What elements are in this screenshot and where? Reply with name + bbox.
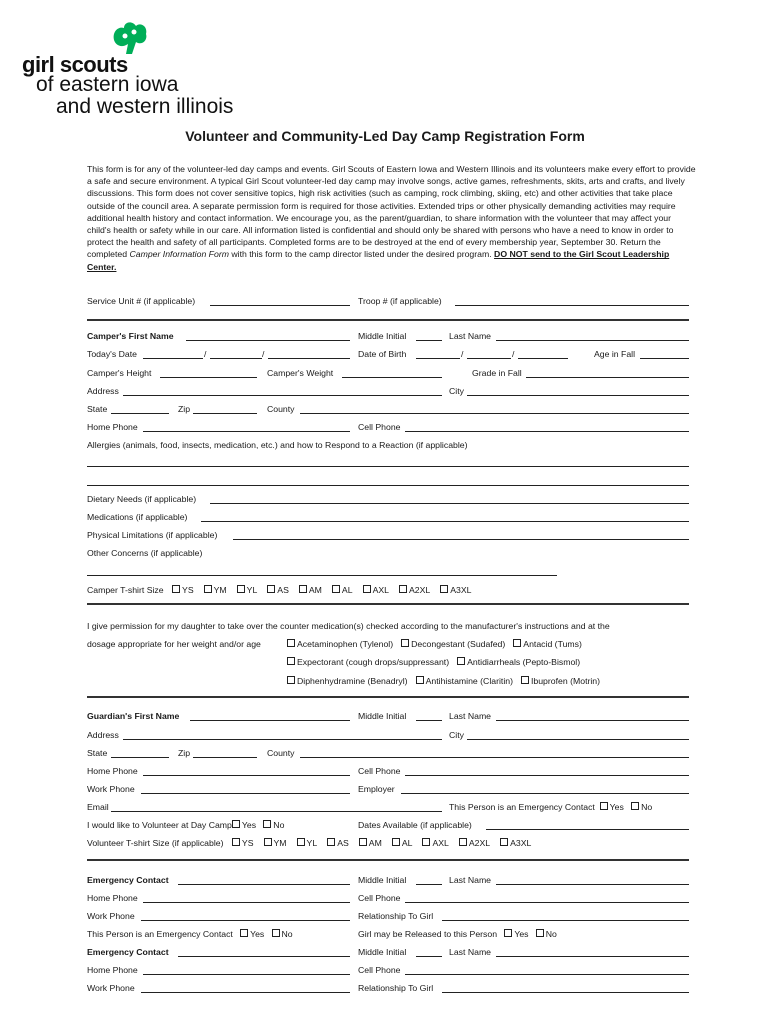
guardian-state-label: State	[87, 748, 108, 758]
guardian-zip-field[interactable]	[193, 757, 257, 758]
trefoil-icon	[110, 20, 150, 56]
yes-label: Yes	[609, 802, 624, 812]
date-of-birth-label: Date of Birth	[358, 349, 407, 359]
camper-last-name-field[interactable]	[496, 340, 689, 341]
divider	[87, 696, 689, 698]
checkbox[interactable]	[359, 838, 367, 846]
checkbox[interactable]	[287, 676, 295, 684]
volunteer-label: I would like to Volunteer at Day Camp	[87, 820, 232, 830]
ec2-cell-phone-field[interactable]	[405, 974, 689, 975]
checkbox[interactable]	[401, 639, 409, 647]
todays-date-month[interactable]	[143, 358, 203, 359]
option-label: YS	[182, 585, 194, 595]
checkbox[interactable]	[264, 838, 272, 846]
guardian-emergency-contact-question	[449, 802, 652, 813]
option-label: Antacid (Tums)	[523, 639, 582, 649]
divider	[87, 603, 689, 605]
medications-field[interactable]	[201, 521, 689, 522]
campers-weight-label: Camper's Weight	[267, 368, 334, 378]
no-label: No	[273, 820, 285, 830]
checkbox[interactable]	[332, 585, 340, 593]
date-slash: /	[512, 349, 515, 359]
guardian-work-phone-label: Work Phone	[87, 784, 135, 794]
ec1-cell-phone-label: Cell Phone	[358, 893, 401, 903]
checkbox[interactable]	[457, 657, 465, 665]
allergies-line-1[interactable]	[87, 466, 689, 467]
guardian-home-phone-label: Home Phone	[87, 766, 138, 776]
date-slash: /	[262, 349, 265, 359]
ec2-last-name-label: Last Name	[449, 947, 492, 957]
option	[392, 838, 413, 848]
option-label: YL	[306, 838, 318, 848]
medications-label: Medications (if applicable)	[87, 512, 188, 522]
age-in-fall-field[interactable]	[640, 358, 689, 359]
checkbox[interactable]	[287, 639, 295, 647]
option-label: A3XL	[450, 585, 472, 595]
option-label: A3XL	[510, 838, 532, 848]
option	[440, 585, 471, 595]
ec1-work-phone-field[interactable]	[141, 920, 350, 921]
option-label: A2XL	[468, 838, 491, 848]
grade-in-fall-label: Grade in Fall	[472, 368, 522, 378]
intro-text: This form is for any of the volunteer-led day camps and events. Girl Scouts of Eastern Iowa and Western Illinois and its volunteers make every effort to provide a safe and secure environment. A typical Girl Scout volunteer-led day camp may involve songs, active games, refreshments, skits, arts and crafts, and lively discussions. This form does not cover sensitive topics, high risk activities (such as camping, rock climbing, skiing, etc) and other activities that take place outside of the council area. A separate permission form is required for those activities. Extended trips or other physically demanding activities may require additional health history and contact information. We encourage you, as the parent/guardian, to share information with the volunteer that may affect your child's health or safety while in our care. All information listed is confidential and should only be shared with persons who have a need to know in order to protect the health and safety of all participants. Completed forms are to be destroyed at the end of every membership year, September 30. Return the completed	[87, 164, 696, 260]
ec2-relationship-field[interactable]	[442, 992, 689, 993]
state-field[interactable]	[111, 413, 169, 414]
checkbox[interactable]	[237, 585, 245, 593]
ec2-cell-phone-label: Cell Phone	[358, 965, 401, 975]
guardian-county-label: County	[267, 748, 295, 758]
divider	[87, 859, 689, 861]
option	[416, 676, 513, 686]
option	[332, 585, 353, 595]
campers-height-label: Camper's Height	[87, 368, 152, 378]
checkbox[interactable]	[536, 929, 544, 937]
volunteer-tshirt-label: Volunteer T-shirt Size (if applicable)	[87, 838, 224, 848]
option-label: Expectorant (cough drops/suppressant)	[297, 657, 450, 667]
age-in-fall-label: Age in Fall	[594, 349, 636, 359]
ec2-last-name-field[interactable]	[496, 956, 689, 957]
email-label: Email	[87, 802, 109, 812]
service-unit-label: Service Unit # (if applicable)	[87, 296, 196, 306]
troop-label: Troop # (if applicable)	[358, 296, 442, 306]
cell-phone-field[interactable]	[405, 431, 689, 432]
zip-field[interactable]	[193, 413, 257, 414]
emergency-contact-2-field[interactable]	[178, 956, 350, 957]
option-label: AL	[401, 838, 413, 848]
logo-line-1: girl scouts	[22, 52, 128, 77]
option	[500, 838, 531, 848]
option	[521, 676, 600, 686]
service-unit-field[interactable]	[210, 305, 350, 306]
ec1-relationship-label: Relationship To Girl	[358, 911, 434, 921]
checkbox[interactable]	[500, 838, 508, 846]
guardians-first-name-label: Guardian's First Name	[87, 711, 180, 721]
checkbox[interactable]	[204, 585, 212, 593]
cell-phone-label: Cell Phone	[358, 422, 401, 432]
ec1-cell-phone-field[interactable]	[405, 902, 689, 903]
campers-first-name-label: Camper's First Name	[87, 331, 174, 341]
date-slash: /	[204, 349, 207, 359]
checkbox[interactable]	[459, 838, 467, 846]
checkbox[interactable]	[267, 585, 275, 593]
option-label: AM	[368, 838, 382, 848]
emergency-contact-2-label: Emergency Contact	[87, 947, 169, 957]
option	[287, 676, 408, 686]
option	[267, 585, 289, 595]
guardian-home-phone-field[interactable]	[143, 775, 350, 776]
intro-warning: DO NOT send to the Girl Scout Leadership Center.	[87, 249, 670, 272]
emergency-contact-1-label: Emergency Contact	[87, 875, 169, 885]
medication-row-3	[287, 676, 600, 687]
medication-row-2	[287, 657, 580, 668]
checkbox[interactable]	[600, 802, 608, 810]
camper-middle-initial-field[interactable]	[416, 340, 442, 341]
option	[359, 838, 382, 848]
option-label: Diphenhydramine (Benadryl)	[297, 676, 408, 686]
checkbox[interactable]	[521, 676, 529, 684]
checkbox[interactable]	[363, 585, 371, 593]
guardian-last-name-label: Last Name	[449, 711, 492, 721]
guardian-cell-phone-label: Cell Phone	[358, 766, 401, 776]
allergies-line-2[interactable]	[87, 485, 689, 486]
grade-in-fall-field[interactable]	[526, 377, 689, 378]
dietary-label: Dietary Needs (if applicable)	[87, 494, 197, 504]
option	[327, 838, 349, 848]
option	[232, 838, 254, 848]
permission-text-1: I give permission for my daughter to take over the counter medication(s) checked according to the manufacturer's instructions and at the	[87, 621, 610, 631]
yes-label: Yes	[241, 820, 257, 830]
guardian-address-field[interactable]	[123, 739, 442, 740]
option-label: AXL	[432, 838, 449, 848]
checkbox[interactable]	[297, 838, 305, 846]
intro-text-2: with this form to the camp director listed under the desired program.	[228, 249, 495, 260]
logo	[22, 18, 242, 118]
volunteer-tshirt-row	[87, 838, 531, 849]
guardian-city-label: City	[449, 730, 464, 740]
released-label: Girl may be Released to this Person	[358, 929, 498, 939]
guardian-middle-initial-field[interactable]	[416, 720, 442, 721]
employer-label: Employer	[358, 784, 395, 794]
checkbox[interactable]	[240, 929, 248, 937]
guardian-last-name-field[interactable]	[496, 720, 689, 721]
option-label: AS	[337, 838, 349, 848]
guardian-state-field[interactable]	[111, 757, 169, 758]
date-slash: /	[461, 349, 464, 359]
option	[422, 838, 448, 848]
ec2-middle-initial-label: Middle Initial	[358, 947, 407, 957]
camper-middle-initial-label: Middle Initial	[358, 331, 407, 341]
option-label: AXL	[372, 585, 389, 595]
checkbox[interactable]	[513, 639, 521, 647]
physical-limitations-label: Physical Limitations (if applicable)	[87, 530, 218, 540]
ec1-home-phone-label: Home Phone	[87, 893, 138, 903]
ec1-last-name-field[interactable]	[496, 884, 689, 885]
ec1-emergency-contact-question	[87, 929, 293, 940]
address-field[interactable]	[123, 395, 442, 396]
checkbox[interactable]	[399, 585, 407, 593]
option-label: YS	[241, 838, 254, 848]
divider	[87, 319, 689, 321]
option	[204, 585, 227, 595]
option	[363, 585, 389, 595]
campers-weight-field[interactable]	[342, 377, 442, 378]
checkbox[interactable]	[416, 676, 424, 684]
medication-row-1	[287, 639, 582, 650]
dates-available-field[interactable]	[486, 829, 689, 830]
option	[457, 657, 580, 667]
state-label: State	[87, 404, 108, 414]
guardian-address-label: Address	[87, 730, 119, 740]
checkbox[interactable]	[287, 657, 295, 665]
permission-text-2: dosage appropriate for her weight and/or age	[87, 639, 261, 649]
intro-paragraph	[87, 163, 697, 273]
option	[401, 639, 505, 649]
todays-date-label: Today's Date	[87, 349, 137, 359]
option-label: YM	[213, 585, 227, 595]
checkbox[interactable]	[232, 838, 240, 846]
ec1-emergency-contact-label: This Person is an Emergency Contact	[87, 929, 233, 939]
page-title: Volunteer and Community-Led Day Camp Registration Form	[185, 128, 585, 144]
option	[264, 838, 287, 848]
ec1-released-question	[358, 929, 557, 940]
checkbox[interactable]	[299, 585, 307, 593]
logo-line-2: of eastern iowa	[36, 73, 179, 96]
address-label: Address	[87, 386, 119, 396]
guardian-cell-phone-field[interactable]	[405, 775, 689, 776]
campers-first-name-field[interactable]	[186, 340, 350, 341]
ec2-home-phone-field[interactable]	[143, 974, 350, 975]
todays-date-day[interactable]	[210, 358, 262, 359]
home-phone-label: Home Phone	[87, 422, 138, 432]
option-label: A2XL	[408, 585, 431, 595]
yes-label: Yes	[514, 929, 529, 939]
employer-field[interactable]	[401, 793, 689, 794]
dob-month[interactable]	[416, 358, 460, 359]
dietary-field[interactable]	[210, 503, 689, 504]
intro-italic-text: Camper Information Form	[129, 249, 229, 260]
emergency-contact-1-field[interactable]	[178, 884, 350, 885]
ec2-work-phone-label: Work Phone	[87, 983, 135, 993]
zip-label: Zip	[178, 404, 191, 414]
option-label: AS	[277, 585, 289, 595]
dob-day[interactable]	[467, 358, 511, 359]
checkbox[interactable]	[272, 929, 280, 937]
checkbox[interactable]	[327, 838, 335, 846]
guardians-first-name-field[interactable]	[190, 720, 350, 721]
county-label: County	[267, 404, 295, 414]
checkbox[interactable]	[440, 585, 448, 593]
option	[459, 838, 490, 848]
option-label: AM	[308, 585, 322, 595]
checkbox[interactable]	[504, 929, 512, 937]
option-label: Antihistamine (Claritin)	[425, 676, 513, 686]
option-label: Acetaminophen (Tylenol)	[297, 639, 394, 649]
dates-available-label: Dates Available (if applicable)	[358, 820, 472, 830]
option	[513, 639, 582, 649]
checkbox[interactable]	[172, 585, 180, 593]
other-concerns-label: Other Concerns (if applicable)	[87, 548, 203, 558]
ec2-relationship-label: Relationship To Girl	[358, 983, 434, 993]
checkbox[interactable]	[422, 838, 430, 846]
troop-field[interactable]	[455, 305, 689, 306]
allergies-label: Allergies (animals, food, insects, medication, etc.) and how to Respond to a Reaction (if applicable)	[87, 440, 468, 450]
guardian-work-phone-field[interactable]	[141, 793, 350, 794]
option-label: AL	[341, 585, 353, 595]
guardian-emergency-contact-label: This Person is an Emergency Contact	[449, 802, 595, 812]
guardian-county-field[interactable]	[300, 757, 689, 758]
ec2-middle-initial-field[interactable]	[416, 956, 442, 957]
no-label: No	[545, 929, 557, 939]
yes-label: Yes	[250, 929, 265, 939]
checkbox[interactable]	[263, 820, 271, 828]
ec2-work-phone-field[interactable]	[141, 992, 350, 993]
city-field[interactable]	[467, 395, 689, 396]
option	[237, 585, 258, 595]
option-label: YL	[246, 585, 258, 595]
ec2-home-phone-label: Home Phone	[87, 965, 138, 975]
logo-line-3: and western illinois	[56, 95, 234, 118]
option-label: Ibuprofen (Motrin)	[530, 676, 601, 686]
volunteer-question	[87, 820, 284, 831]
ec1-work-phone-label: Work Phone	[87, 911, 135, 921]
option-label: YM	[273, 838, 287, 848]
city-label: City	[449, 386, 464, 396]
option	[287, 639, 393, 649]
ec1-last-name-label: Last Name	[449, 875, 492, 885]
option	[299, 585, 322, 595]
campers-height-field[interactable]	[160, 377, 257, 378]
physical-limitations-field[interactable]	[233, 539, 689, 540]
guardian-middle-initial-label: Middle Initial	[358, 711, 407, 721]
ec1-relationship-field[interactable]	[442, 920, 689, 921]
guardian-city-field[interactable]	[467, 739, 689, 740]
other-concerns-field[interactable]	[87, 575, 557, 576]
option-label: Antidiarrheals (Pepto-Bismol)	[467, 657, 581, 667]
guardian-zip-label: Zip	[178, 748, 191, 758]
option	[399, 585, 430, 595]
camper-tshirt-label: Camper T-shirt Size	[87, 585, 164, 595]
no-label: No	[281, 929, 293, 939]
option	[172, 585, 194, 595]
option-label: Decongestant (Sudafed)	[411, 639, 506, 649]
no-label: No	[641, 802, 653, 812]
checkbox[interactable]	[232, 820, 240, 828]
ec1-middle-initial-label: Middle Initial	[358, 875, 407, 885]
ec1-home-phone-field[interactable]	[143, 902, 350, 903]
camper-last-name-label: Last Name	[449, 331, 492, 341]
camper-tshirt-row	[87, 585, 472, 596]
email-field[interactable]	[111, 811, 442, 812]
home-phone-field[interactable]	[143, 431, 350, 432]
option	[287, 657, 449, 667]
todays-date-year[interactable]	[268, 358, 350, 359]
ec1-middle-initial-field[interactable]	[416, 884, 442, 885]
checkbox[interactable]	[392, 838, 400, 846]
county-field[interactable]	[300, 413, 689, 414]
dob-year[interactable]	[518, 358, 568, 359]
checkbox[interactable]	[631, 802, 639, 810]
option	[297, 838, 318, 848]
